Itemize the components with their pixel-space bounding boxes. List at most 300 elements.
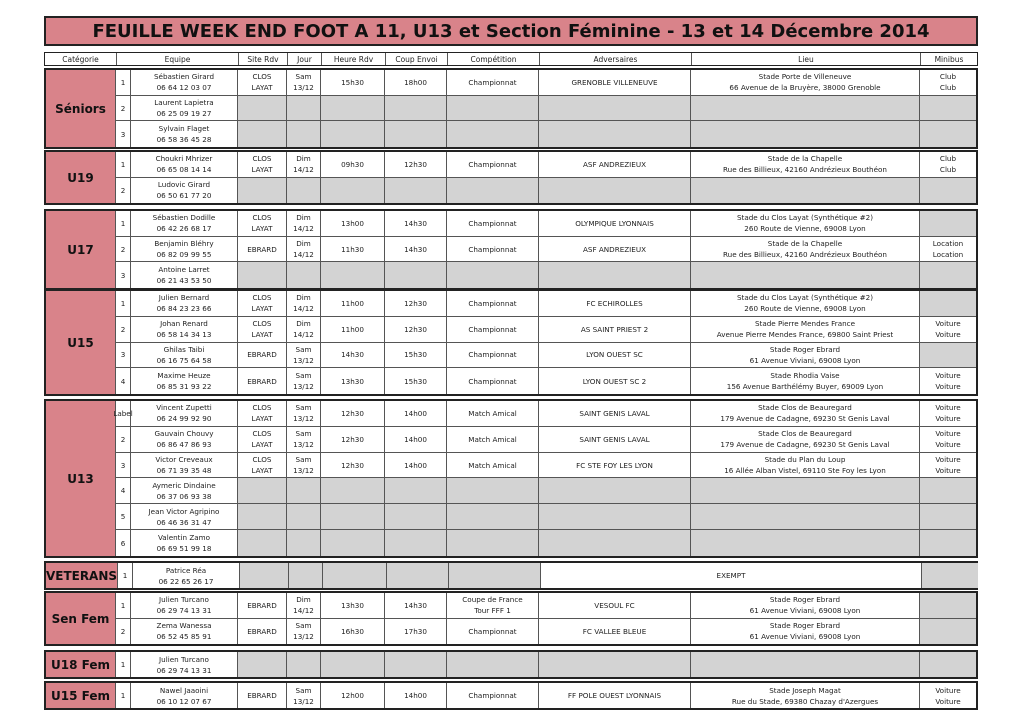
- lieu-address: 156 Avenue Barthélémy Buyer, 69009 Lyon: [726, 382, 884, 392]
- coup-envoi-cell: [385, 343, 447, 368]
- lieu-name: Stade Porte de Villeneuve: [758, 72, 852, 82]
- heure-rdv: 14h30: [341, 350, 364, 360]
- competition-cell: [447, 427, 539, 452]
- minibus-line: Voiture: [935, 371, 961, 381]
- empty-cell: [287, 96, 321, 121]
- table-row: [116, 504, 976, 530]
- competition-line: Match Amical: [468, 460, 517, 470]
- heure-rdv: 09h30: [341, 159, 364, 169]
- jour-date: 14/12: [293, 304, 314, 314]
- rows-group: [116, 593, 976, 644]
- competition-cell: [447, 593, 539, 618]
- player-number: [116, 427, 131, 452]
- minibus-cell: [920, 683, 976, 708]
- player-number: [116, 70, 131, 95]
- jour-date: 14/12: [293, 330, 314, 340]
- heure-rdv: 15h30: [341, 77, 364, 87]
- site-rdv-cell: [238, 619, 287, 644]
- player-name: Sébastien Girard: [153, 72, 215, 82]
- minibus-cell: [920, 368, 976, 394]
- minibus-line: Voiture: [935, 685, 961, 695]
- player-cell: [131, 211, 238, 236]
- adversaire-cell: [539, 453, 691, 478]
- rows-group: [116, 211, 976, 288]
- empty-cell: [385, 96, 447, 121]
- lieu-name: Stade de la Chapelle: [767, 239, 843, 248]
- table-row: [116, 683, 976, 708]
- site-rdv-cell: [238, 211, 287, 236]
- empty-cell: [287, 652, 321, 677]
- competition-line: Championnat: [468, 77, 517, 87]
- empty-cell: [238, 96, 287, 121]
- adversaire: VESOUL FC: [594, 600, 635, 610]
- player-number: [116, 478, 131, 503]
- section-u19: [44, 150, 978, 205]
- jour-day: Sam: [295, 621, 312, 631]
- jour-day: Sam: [295, 429, 312, 439]
- player-cell: [131, 478, 238, 503]
- empty-cell: [321, 262, 385, 288]
- header-minibus: Minibus: [934, 54, 964, 64]
- category-label: U18 Fem: [46, 652, 116, 677]
- category-label: U19: [46, 152, 116, 203]
- empty-cell: [691, 262, 920, 288]
- table-row: [116, 368, 976, 394]
- player-cell: [131, 427, 238, 452]
- heure-rdv: 12h30: [341, 434, 364, 444]
- player-phone: 06 64 12 03 07: [156, 83, 212, 93]
- jour-date: 13/12: [293, 414, 314, 424]
- number-text: 2: [120, 626, 126, 636]
- coup-envoi-cell: [385, 593, 447, 618]
- number-text: 4: [120, 376, 126, 386]
- heure-rdv: 12h00: [341, 691, 364, 700]
- lieu-address: 260 Route de Vienne, 69008 Lyon: [744, 224, 866, 234]
- section-séniors: [44, 68, 978, 149]
- minibus-line: Voiture: [935, 319, 961, 329]
- site-rdv-cell: [238, 453, 287, 478]
- competition-line: Championnat: [468, 218, 517, 228]
- heure-rdv: 11h00: [341, 298, 364, 308]
- player-name: Vincent Zupetti: [156, 403, 212, 413]
- lieu-cell: [691, 427, 920, 452]
- heure-rdv-cell: [321, 291, 385, 316]
- lieu-name: Stade Clos de Beauregard: [758, 429, 852, 439]
- coup-envoi: 14h30: [404, 218, 427, 228]
- adversaire: FC STE FOY LES LYON: [576, 460, 653, 470]
- heure-rdv-cell: [321, 152, 385, 177]
- player-phone: 06 65 08 14 14: [156, 165, 212, 175]
- competition-cell: [447, 343, 539, 368]
- heure-rdv: 11h30: [341, 244, 364, 254]
- empty-cell: [238, 262, 287, 288]
- category-label: U15: [46, 291, 116, 394]
- jour-date: 13/12: [293, 440, 314, 450]
- table-row: [116, 530, 976, 556]
- minibus-cell: [920, 427, 976, 452]
- empty-cell: [539, 96, 691, 121]
- player-name: Aymeric Dindaine: [152, 480, 216, 490]
- heure-rdv-cell: [321, 683, 385, 708]
- jour-day: Dim: [296, 319, 311, 329]
- adversaire: SAINT GENIS LAVAL: [579, 408, 650, 418]
- coup-envoi-cell: [385, 427, 447, 452]
- number-text: 2: [120, 244, 126, 254]
- empty-cell: [920, 504, 976, 529]
- empty-cell: [321, 96, 385, 121]
- number-text: 3: [120, 129, 126, 139]
- player-phone: 06 85 31 93 22: [156, 382, 212, 392]
- adversaire-cell: [539, 593, 691, 618]
- site-line: CLOS: [252, 293, 272, 303]
- heure-rdv-cell: [321, 427, 385, 452]
- minibus-line: Club: [939, 83, 957, 93]
- player-cell: [131, 96, 238, 121]
- player-cell: [131, 291, 238, 316]
- number-text: 4: [120, 486, 126, 496]
- empty-cell: [539, 652, 691, 677]
- adversaire: FC ECHIROLLES: [586, 298, 643, 308]
- exempt-cell: [541, 563, 922, 588]
- player-phone: 06 22 65 26 17: [158, 576, 214, 586]
- empty-cell: [287, 262, 321, 288]
- jour-cell: [287, 453, 321, 478]
- player-name: Ludovic Girard: [157, 180, 211, 190]
- header-jour: Jour: [288, 53, 322, 65]
- empty-cell: [539, 530, 691, 556]
- site-rdv-cell: [238, 683, 287, 708]
- player-phone: 06 58 14 34 13: [156, 330, 212, 340]
- table-row: [116, 237, 976, 263]
- empty-cell: [447, 96, 539, 121]
- site-rdv-cell: [238, 401, 287, 426]
- header-adversaires: Adversaires: [540, 53, 692, 65]
- player-name: Laurent Lapietra: [154, 98, 214, 107]
- lieu-name: Stade du Clos Layat (Synthétique #2): [736, 213, 874, 223]
- minibus-line: Voiture: [935, 414, 961, 424]
- player-cell: [133, 563, 240, 588]
- table-row: [116, 317, 976, 343]
- player-number: [116, 343, 131, 368]
- lieu-cell: [691, 317, 920, 342]
- heure-rdv-cell: [321, 70, 385, 95]
- lieu-cell: [691, 211, 920, 236]
- player-phone: 06 46 36 31 47: [156, 517, 212, 527]
- player-number: [116, 237, 131, 262]
- player-name: Sylvain Flaget: [158, 124, 210, 134]
- jour-date: 13/12: [293, 355, 314, 365]
- competition-line: Tour FFF 1: [474, 606, 511, 616]
- coup-envoi: 15h30: [404, 376, 427, 386]
- player-number: [116, 317, 131, 342]
- competition-line: Championnat: [468, 159, 517, 169]
- empty-cell: [240, 563, 289, 588]
- player-number: [116, 121, 131, 147]
- category-label: U17: [46, 211, 116, 288]
- lieu-cell: [691, 368, 920, 394]
- number-text: 1: [120, 159, 126, 169]
- number-text: 1: [120, 298, 126, 308]
- lieu-address: Avenue Pierre Mendes France, 69800 Saint Priest: [716, 330, 894, 340]
- number-text: 3: [120, 460, 126, 470]
- section-sen-fem: [44, 591, 978, 646]
- jour-date: 13/12: [293, 696, 314, 706]
- coup-envoi: 12h30: [404, 159, 427, 169]
- table-row: [116, 152, 976, 178]
- empty-cell: [920, 121, 976, 147]
- competition-cell: [447, 317, 539, 342]
- player-number: [116, 262, 131, 288]
- jour-day: Sam: [295, 455, 312, 465]
- minibus-cell: [920, 237, 976, 262]
- table-row: [116, 478, 976, 504]
- player-number: [116, 178, 131, 203]
- heure-rdv-cell: [321, 237, 385, 262]
- jour-cell: [287, 211, 321, 236]
- table-row: [116, 427, 976, 453]
- heure-rdv-cell: [321, 343, 385, 368]
- table-row: [116, 262, 976, 288]
- jour-day: Dim: [296, 293, 311, 303]
- adversaire-cell: [539, 211, 691, 236]
- header-equipe: Equipe: [117, 53, 239, 65]
- player-number: [116, 453, 131, 478]
- player-phone: 06 10 12 07 67: [156, 696, 212, 706]
- lieu-cell: [691, 343, 920, 368]
- site-line: LAYAT: [251, 466, 273, 476]
- number-text: 1: [120, 600, 126, 610]
- adversaire-cell: [539, 683, 691, 708]
- empty-cell: [321, 178, 385, 203]
- rows-group: [116, 152, 976, 203]
- lieu-address: 61 Avenue Viviani, 69008 Lyon: [749, 632, 861, 642]
- jour-day: Sam: [295, 685, 312, 695]
- adversaire: FC VALLEE BLEUE: [582, 626, 647, 636]
- player-number: [113, 401, 133, 426]
- lieu-address: Rue du Stade, 69380 Chazay d'Azergues: [731, 696, 879, 706]
- lieu-name: Stade Joseph Magat: [769, 685, 841, 695]
- category-label: Sen Fem: [46, 593, 116, 644]
- player-phone: 06 58 36 45 28: [156, 135, 212, 145]
- jour-cell: [287, 152, 321, 177]
- section-u17: [44, 209, 978, 290]
- site-rdv-cell: [238, 368, 287, 394]
- player-phone: 06 84 23 23 66: [156, 304, 212, 314]
- exempt-text: EXEMPT: [716, 571, 746, 580]
- site-line: EBRARD: [247, 600, 277, 610]
- minibus-cell: [920, 70, 976, 95]
- coup-envoi: 12h30: [404, 298, 427, 308]
- minibus-line: Voiture: [935, 696, 961, 706]
- adversaire-cell: [539, 619, 691, 644]
- empty-cell: [385, 652, 447, 677]
- empty-cell: [321, 121, 385, 147]
- competition-cell: [447, 152, 539, 177]
- coup-envoi: 15h30: [404, 350, 427, 360]
- adversaire-cell: [539, 152, 691, 177]
- player-cell: [131, 683, 238, 708]
- lieu-address: 61 Avenue Viviani, 69008 Lyon: [749, 355, 861, 365]
- rows-group: [113, 401, 976, 556]
- table-row: [116, 178, 976, 203]
- lieu-name: Stade Roger Ebrard: [769, 621, 841, 631]
- empty-cell: [287, 530, 321, 556]
- coup-envoi-cell: [385, 683, 447, 708]
- empty-cell: [238, 530, 287, 556]
- site-line: CLOS: [252, 213, 272, 223]
- header-coup-envoi: Coup Envoi: [386, 53, 448, 65]
- empty-cell: [447, 262, 539, 288]
- heure-rdv: 13h00: [341, 218, 364, 228]
- empty-cell: [385, 504, 447, 529]
- minibus-line: Voiture: [935, 382, 961, 392]
- lieu-name: Stade Rhodia Vaise: [770, 371, 840, 381]
- empty-cell: [238, 504, 287, 529]
- player-number: [116, 593, 131, 618]
- column-header-row: [44, 52, 978, 66]
- section-veterans: [44, 561, 978, 590]
- player-cell: [131, 453, 238, 478]
- coup-envoi-cell: [385, 237, 447, 262]
- site-line: CLOS: [252, 455, 272, 465]
- competition-line: Match Amical: [468, 408, 517, 418]
- header-heure-rdv: Heure Rdv: [322, 53, 386, 65]
- player-cell: [131, 504, 238, 529]
- empty-cell: [447, 121, 539, 147]
- player-number: [116, 291, 131, 316]
- player-number: [116, 368, 131, 394]
- site-line: EBRARD: [247, 376, 277, 386]
- jour-day: Sam: [295, 72, 312, 82]
- lieu-name: Stade du Clos Layat (Synthétique #2): [736, 293, 874, 303]
- minibus-cell: [920, 317, 976, 342]
- adversaire: GRENOBLE VILLENEUVE: [571, 77, 658, 87]
- number-text: 3: [120, 270, 126, 280]
- minibus-cell: [920, 291, 976, 316]
- empty-cell: [385, 530, 447, 556]
- empty-cell: [920, 530, 976, 556]
- adversaire-cell: [539, 368, 691, 394]
- site-rdv-cell: [238, 70, 287, 95]
- empty-cell: [691, 478, 920, 503]
- number-text: 2: [120, 103, 126, 113]
- lieu-cell: [691, 593, 920, 618]
- lieu-address: 179 Avenue de Cadagne, 69230 St Genis Laval: [720, 414, 890, 424]
- player-name: Patrice Réa: [165, 565, 207, 575]
- site-rdv-cell: [238, 291, 287, 316]
- competition-cell: [447, 211, 539, 236]
- player-cell: [131, 237, 238, 262]
- adversaire: SAINT GENIS LAVAL: [579, 434, 650, 444]
- coup-envoi: 14h00: [404, 691, 427, 700]
- site-rdv-cell: [238, 593, 287, 618]
- lieu-name: Stade de la Chapelle: [767, 154, 843, 164]
- player-phone: 06 24 99 92 90: [156, 414, 212, 424]
- player-name: Victor Creveaux: [155, 455, 213, 465]
- table-row: [116, 619, 976, 644]
- empty-cell: [691, 178, 920, 203]
- adversaire: LYON OUEST SC: [586, 350, 643, 360]
- section-u18-fem: [44, 650, 978, 679]
- table-row: [116, 453, 976, 479]
- adversaire-cell: [539, 317, 691, 342]
- adversaire: ASF ANDREZIEUX: [582, 159, 647, 169]
- minibus-cell: [920, 619, 976, 644]
- player-cell: [131, 70, 238, 95]
- lieu-name: Stade du Plan du Loup: [764, 455, 846, 465]
- section-u13: [44, 399, 978, 558]
- lieu-cell: [691, 237, 920, 262]
- table-row: [116, 343, 976, 369]
- empty-cell: [539, 262, 691, 288]
- empty-cell: [920, 652, 976, 677]
- adversaire: OLYMPIQUE LYONNAIS: [575, 218, 654, 228]
- player-number: [116, 683, 131, 708]
- competition-cell: [447, 291, 539, 316]
- title-banner: [44, 16, 978, 46]
- empty-cell: [447, 652, 539, 677]
- jour-cell: [287, 317, 321, 342]
- player-cell: [131, 121, 238, 147]
- category-label: U15 Fem: [46, 683, 116, 708]
- lieu-name: Stade Roger Ebrard: [769, 344, 841, 354]
- coup-envoi-cell: [385, 619, 447, 644]
- site-line: EBRARD: [247, 626, 277, 636]
- lieu-address: 260 Route de Vienne, 69008 Lyon: [744, 304, 866, 314]
- competition-line: Championnat: [468, 324, 517, 334]
- number-text: Label: [113, 408, 133, 418]
- empty-cell: [289, 563, 323, 588]
- competition-line: Championnat: [468, 244, 517, 254]
- category-label: VETERANS: [46, 563, 118, 588]
- player-number: [116, 504, 131, 529]
- player-name: Ghilas Taibi: [163, 344, 205, 354]
- empty-cell: [920, 478, 976, 503]
- empty-cell: [539, 478, 691, 503]
- empty-cell: [447, 478, 539, 503]
- empty-cell: [447, 530, 539, 556]
- lieu-name: Stade Pierre Mendes France: [754, 319, 856, 329]
- empty-cell: [539, 178, 691, 203]
- coup-envoi: 14h30: [404, 244, 427, 254]
- empty-cell: [238, 478, 287, 503]
- lieu-address: Rue des Billieux, 42160 Andrézieux Bouthéon: [723, 165, 887, 175]
- empty-cell: [691, 652, 920, 677]
- jour-day: Sam: [295, 344, 312, 354]
- number-text: 1: [120, 691, 126, 700]
- minibus-line: Location: [932, 239, 964, 248]
- heure-rdv: 12h30: [341, 460, 364, 470]
- coup-envoi-cell: [385, 211, 447, 236]
- empty-cell: [691, 504, 920, 529]
- player-name: Antoine Larret: [158, 265, 210, 275]
- heure-rdv: 12h30: [341, 408, 364, 418]
- header-categorie: Catégorie: [45, 53, 117, 65]
- heure-rdv-cell: [321, 593, 385, 618]
- competition-line: Championnat: [468, 691, 517, 700]
- lieu-cell: [691, 70, 920, 95]
- site-rdv-cell: [238, 237, 287, 262]
- competition-line: Coupe de France: [462, 595, 523, 605]
- number-text: 5: [120, 512, 126, 522]
- site-line: CLOS: [252, 429, 272, 439]
- player-phone: 06 29 74 13 31: [156, 665, 212, 675]
- minibus-cell: [920, 453, 976, 478]
- jour-cell: [287, 368, 321, 394]
- site-line: LAYAT: [251, 440, 273, 450]
- player-phone: 06 16 75 64 58: [156, 355, 212, 365]
- coup-envoi: 14h00: [404, 434, 427, 444]
